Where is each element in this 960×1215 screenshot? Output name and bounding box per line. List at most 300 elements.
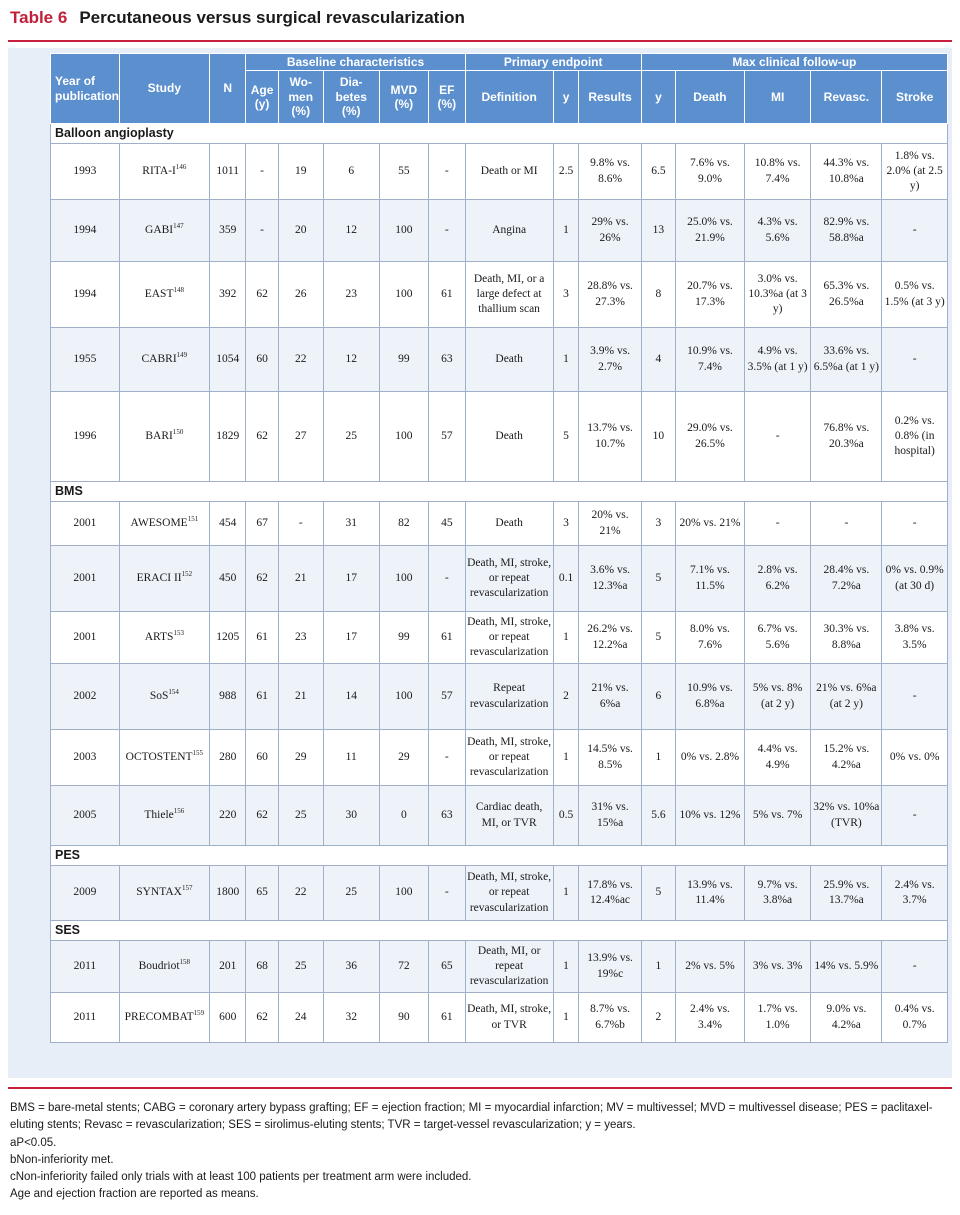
cell-women: 24 [278, 993, 323, 1043]
cell-study [119, 546, 209, 612]
cell-y1: 1 [553, 200, 579, 262]
cell-women: 26 [278, 262, 323, 328]
col-year: Year of publication [51, 54, 120, 124]
cell-y2: 5 [641, 612, 675, 664]
col-revasc: Revasc. [811, 71, 882, 124]
cell-n: 1205 [209, 612, 246, 664]
bottom-rule [8, 1087, 952, 1089]
cell-y1: 0.1 [553, 546, 579, 612]
cell-ef: - [429, 144, 466, 200]
table-row [51, 941, 948, 993]
cell-study [119, 328, 209, 392]
group-followup: Max clinical follow-up [641, 54, 947, 71]
study-name: ARTS [144, 630, 174, 643]
cell-results: 20% vs. 21% [579, 502, 641, 546]
cell-mi: 5% vs. 8% (at 2 y) [744, 664, 811, 730]
cell-study [119, 993, 209, 1043]
cell-ef: 61 [429, 612, 466, 664]
cell-stroke: 0.4% vs. 0.7% [882, 993, 948, 1043]
cell-age: - [246, 200, 278, 262]
cell-year: 2003 [51, 730, 120, 786]
cell-diabetes: 31 [323, 502, 379, 546]
cell-results: 14.5% vs. 8.5% [579, 730, 641, 786]
cell-women: 22 [278, 328, 323, 392]
cell-revasc: 30.3% vs. 8.8%a [811, 612, 882, 664]
cell-stroke: 0.2% vs. 0.8% (in hospital) [882, 392, 948, 482]
cell-y2: 4 [641, 328, 675, 392]
cell-age: 62 [246, 786, 278, 846]
study-name: EAST [144, 287, 174, 300]
cell-ef: 61 [429, 262, 466, 328]
cell-age: 62 [246, 262, 278, 328]
cell-n: 220 [209, 786, 246, 846]
cell-y1: 1 [553, 328, 579, 392]
cell-results: 29% vs. 26% [579, 200, 641, 262]
cell-death: 13.9% vs. 11.4% [676, 866, 745, 921]
cell-year: 2005 [51, 786, 120, 846]
cell-death: 7.1% vs. 11.5% [676, 546, 745, 612]
cell-year: 2009 [51, 866, 120, 921]
cell-mvd: 100 [379, 262, 428, 328]
cell-mvd: 100 [379, 200, 428, 262]
study-ref: 146 [175, 163, 187, 172]
cell-ef: 57 [429, 664, 466, 730]
cell-study [119, 502, 209, 546]
group-baseline: Baseline characteristics [246, 54, 465, 71]
table-row [51, 786, 948, 846]
col-age: Age (y) [246, 71, 278, 124]
cell-revasc: - [811, 502, 882, 546]
cell-revasc: 82.9% vs. 58.8%a [811, 200, 882, 262]
study-ref: 152 [181, 570, 193, 579]
cell-diabetes: 32 [323, 993, 379, 1043]
table-row [51, 502, 948, 546]
col-death: Death [676, 71, 745, 124]
cell-definition: Repeat revascularization [465, 664, 553, 730]
cell-mvd: 100 [379, 664, 428, 730]
cell-mi: 10.8% vs. 7.4% [744, 144, 811, 200]
cell-revasc: 28.4% vs. 7.2%a [811, 546, 882, 612]
cell-definition: Death [465, 328, 553, 392]
cell-mvd: 90 [379, 993, 428, 1043]
study-ref: 156 [173, 807, 185, 816]
cell-stroke: 1.8% vs. 2.0% (at 2.5 y) [882, 144, 948, 200]
cell-ef: - [429, 200, 466, 262]
cell-diabetes: 12 [323, 328, 379, 392]
cell-mi: - [744, 502, 811, 546]
cell-study [119, 612, 209, 664]
cell-study [119, 664, 209, 730]
table-row [51, 200, 948, 262]
cell-mvd: 100 [379, 392, 428, 482]
study-name: CABRI [141, 352, 177, 365]
col-definition: Definition [465, 71, 553, 124]
study-ref: 159 [193, 1009, 205, 1018]
cell-year: 2002 [51, 664, 120, 730]
cell-stroke: - [882, 328, 948, 392]
study-name: AWESOME [130, 516, 188, 529]
col-n: N [209, 54, 246, 124]
cell-year: 2001 [51, 502, 120, 546]
footnotes [10, 1100, 950, 1204]
cell-results: 3.6% vs. 12.3%a [579, 546, 641, 612]
cell-results: 3.9% vs. 2.7% [579, 328, 641, 392]
cell-mi: 4.9% vs. 3.5% (at 1 y) [744, 328, 811, 392]
cell-study [119, 144, 209, 200]
cell-women: 23 [278, 612, 323, 664]
col-y-followup: y [641, 71, 675, 124]
cell-n: 280 [209, 730, 246, 786]
cell-y2: 2 [641, 993, 675, 1043]
cell-mi: 1.7% vs. 1.0% [744, 993, 811, 1043]
cell-mvd: 99 [379, 612, 428, 664]
cell-study [119, 262, 209, 328]
col-results: Results [579, 71, 641, 124]
cell-y2: 5 [641, 546, 675, 612]
cell-mi: 4.4% vs. 4.9% [744, 730, 811, 786]
cell-results: 28.8% vs. 27.3% [579, 262, 641, 328]
cell-y1: 5 [553, 392, 579, 482]
cell-death: 2.4% vs. 3.4% [676, 993, 745, 1043]
cell-women: 27 [278, 392, 323, 482]
table-row [51, 392, 948, 482]
section-header [51, 921, 948, 941]
cell-mi: 4.3% vs. 5.6% [744, 200, 811, 262]
cell-women: 22 [278, 866, 323, 921]
cell-n: 1800 [209, 866, 246, 921]
cell-study [119, 200, 209, 262]
study-name: SoS [149, 689, 169, 702]
cell-diabetes: 12 [323, 200, 379, 262]
cell-diabetes: 11 [323, 730, 379, 786]
section-label: BMS [51, 482, 948, 502]
cell-mi: 6.7% vs. 5.6% [744, 612, 811, 664]
cell-mvd: 82 [379, 502, 428, 546]
cell-y1: 1 [553, 993, 579, 1043]
cell-age: 60 [246, 328, 278, 392]
cell-age: 65 [246, 866, 278, 921]
cell-mi: - [744, 392, 811, 482]
study-name: Thiele [144, 808, 174, 821]
cell-revasc: 32% vs. 10%a (TVR) [811, 786, 882, 846]
col-study: Study [119, 54, 209, 124]
cell-women: 20 [278, 200, 323, 262]
section-header [51, 846, 948, 866]
cell-n: 1829 [209, 392, 246, 482]
table-row [51, 664, 948, 730]
cell-definition: Death, MI, stroke, or repeat revascularization [465, 612, 553, 664]
footnote-means: Age and ejection fraction are reported as means. [10, 1188, 259, 1201]
cell-study [119, 786, 209, 846]
cell-stroke: 3.8% vs. 3.5% [882, 612, 948, 664]
study-ref: 147 [173, 222, 184, 231]
cell-diabetes: 25 [323, 866, 379, 921]
section-label: Balloon angioplasty [51, 124, 948, 144]
cell-stroke: 0% vs. 0% [882, 730, 948, 786]
cell-ef: 57 [429, 392, 466, 482]
cell-definition: Death, MI, or repeat revascularization [465, 941, 553, 993]
cell-results: 31% vs. 15%a [579, 786, 641, 846]
study-ref: 148 [173, 286, 184, 295]
table-row [51, 262, 948, 328]
table-number: Table 6 [10, 8, 68, 27]
cell-death: 7.6% vs. 9.0% [676, 144, 745, 200]
study-ref: 157 [181, 884, 193, 893]
cell-age: - [246, 144, 278, 200]
cell-women: - [278, 502, 323, 546]
cell-year: 2001 [51, 612, 120, 664]
cell-diabetes: 6 [323, 144, 379, 200]
footnote-abbreviations: BMS = bare-metal stents; CABG = coronary artery bypass grafting; EF = ejection fraction; MI = myocardial infarction; MV = multivessel; MVD = multivessel disease; PES = paclitaxel-eluting stents; Revasc = revascularization; SES = sirolimus-eluting stents; TVR = target-vessel revascularization; y = years. [10, 1102, 933, 1132]
cell-mi: 3% vs. 3% [744, 941, 811, 993]
col-mi: MI [744, 71, 811, 124]
table-row [51, 144, 948, 200]
cell-stroke: - [882, 664, 948, 730]
cell-mi: 5% vs. 7% [744, 786, 811, 846]
study-name: ERACI II [136, 571, 182, 584]
col-y-primary: y [553, 71, 579, 124]
cell-death: 10.9% vs. 7.4% [676, 328, 745, 392]
cell-definition: Death [465, 392, 553, 482]
cell-study [119, 866, 209, 921]
cell-death: 2% vs. 5% [676, 941, 745, 993]
cell-stroke: - [882, 200, 948, 262]
cell-results: 8.7% vs. 6.7%b [579, 993, 641, 1043]
cell-n: 1054 [209, 328, 246, 392]
cell-ef: 63 [429, 328, 466, 392]
footnote-b: bNon-inferiority met. [10, 1153, 114, 1166]
cell-ef: 65 [429, 941, 466, 993]
cell-y1: 1 [553, 730, 579, 786]
study-name: RITA-I [142, 164, 176, 177]
study-name: SYNTAX [136, 886, 182, 899]
cell-y2: 6 [641, 664, 675, 730]
cell-year: 1993 [51, 144, 120, 200]
cell-y1: 1 [553, 866, 579, 921]
cell-women: 25 [278, 941, 323, 993]
cell-ef: 63 [429, 786, 466, 846]
cell-mi: 3.0% vs. 10.3%a (at 3 y) [744, 262, 811, 328]
cell-year: 2011 [51, 941, 120, 993]
study-ref: 151 [187, 515, 199, 524]
cell-death: 25.0% vs. 21.9% [676, 200, 745, 262]
footnote-a: aP<0.05. [10, 1136, 57, 1149]
cell-year: 1955 [51, 328, 120, 392]
cell-year: 2001 [51, 546, 120, 612]
study-ref: 154 [168, 688, 179, 697]
table-title [10, 8, 465, 28]
study-ref: 149 [176, 351, 188, 360]
col-stroke: Stroke [882, 71, 948, 124]
cell-stroke: 2.4% vs. 3.7% [882, 866, 948, 921]
cell-revasc: 33.6% vs. 6.5%a (at 1 y) [811, 328, 882, 392]
section-header [51, 482, 948, 502]
cell-y2: 6.5 [641, 144, 675, 200]
study-name: BARI [145, 429, 173, 442]
cell-age: 68 [246, 941, 278, 993]
cell-n: 359 [209, 200, 246, 262]
cell-results: 21% vs. 6%a [579, 664, 641, 730]
top-rule [8, 40, 952, 42]
cell-year: 1994 [51, 200, 120, 262]
table-row [51, 328, 948, 392]
group-primary: Primary endpoint [465, 54, 641, 71]
cell-diabetes: 25 [323, 392, 379, 482]
section-header [51, 124, 948, 144]
cell-n: 450 [209, 546, 246, 612]
cell-y1: 1 [553, 941, 579, 993]
cell-women: 25 [278, 786, 323, 846]
cell-y1: 3 [553, 502, 579, 546]
cell-n: 201 [209, 941, 246, 993]
cell-age: 62 [246, 546, 278, 612]
cell-diabetes: 17 [323, 546, 379, 612]
cell-results: 26.2% vs. 12.2%a [579, 612, 641, 664]
cell-stroke: - [882, 502, 948, 546]
results-table [50, 53, 948, 1043]
col-diabetes: Dia- betes (%) [323, 71, 379, 124]
cell-y2: 13 [641, 200, 675, 262]
study-name: PRECOMBAT [124, 1010, 194, 1023]
cell-death: 20% vs. 21% [676, 502, 745, 546]
study-ref: 155 [192, 749, 204, 758]
cell-y1: 2 [553, 664, 579, 730]
cell-stroke: 0.5% vs. 1.5% (at 3 y) [882, 262, 948, 328]
cell-mvd: 55 [379, 144, 428, 200]
cell-revasc: 15.2% vs. 4.2%a [811, 730, 882, 786]
cell-mvd: 72 [379, 941, 428, 993]
cell-results: 13.7% vs. 10.7% [579, 392, 641, 482]
cell-death: 10% vs. 12% [676, 786, 745, 846]
cell-mvd: 100 [379, 866, 428, 921]
cell-ef: 61 [429, 993, 466, 1043]
cell-mvd: 100 [379, 546, 428, 612]
cell-mvd: 99 [379, 328, 428, 392]
cell-death: 29.0% vs. 26.5% [676, 392, 745, 482]
cell-mvd: 29 [379, 730, 428, 786]
cell-y2: 3 [641, 502, 675, 546]
cell-y1: 1 [553, 612, 579, 664]
study-name: OCTOSTENT [125, 750, 193, 763]
cell-ef: 45 [429, 502, 466, 546]
cell-y2: 5 [641, 866, 675, 921]
cell-revasc: 21% vs. 6%a (at 2 y) [811, 664, 882, 730]
cell-death: 20.7% vs. 17.3% [676, 262, 745, 328]
cell-age: 60 [246, 730, 278, 786]
cell-diabetes: 14 [323, 664, 379, 730]
cell-mvd: 0 [379, 786, 428, 846]
cell-definition: Angina [465, 200, 553, 262]
cell-revasc: 65.3% vs. 26.5%a [811, 262, 882, 328]
col-ef: EF (%) [429, 71, 466, 124]
cell-definition: Death, MI, stroke, or repeat revascularization [465, 866, 553, 921]
cell-n: 1011 [209, 144, 246, 200]
table-caption: Percutaneous versus surgical revascularization [79, 8, 465, 27]
cell-results: 13.9% vs. 19%c [579, 941, 641, 993]
cell-death: 8.0% vs. 7.6% [676, 612, 745, 664]
table-row [51, 993, 948, 1043]
cell-revasc: 44.3% vs. 10.8%a [811, 144, 882, 200]
cell-revasc: 25.9% vs. 13.7%a [811, 866, 882, 921]
study-ref: 158 [179, 958, 191, 967]
table-row [51, 730, 948, 786]
cell-definition: Cardiac death, MI, or TVR [465, 786, 553, 846]
cell-y2: 10 [641, 392, 675, 482]
col-mvd: MVD (%) [379, 71, 428, 124]
cell-year: 1996 [51, 392, 120, 482]
cell-study [119, 730, 209, 786]
cell-diabetes: 17 [323, 612, 379, 664]
cell-year: 1994 [51, 262, 120, 328]
cell-age: 62 [246, 392, 278, 482]
cell-definition: Death, MI, stroke, or repeat revascularization [465, 730, 553, 786]
cell-results: 17.8% vs. 12.4%ac [579, 866, 641, 921]
table-row [51, 612, 948, 664]
cell-age: 62 [246, 993, 278, 1043]
cell-stroke: - [882, 786, 948, 846]
cell-n: 454 [209, 502, 246, 546]
cell-age: 61 [246, 664, 278, 730]
cell-women: 21 [278, 664, 323, 730]
study-ref: 150 [172, 428, 184, 437]
cell-study [119, 392, 209, 482]
study-name: GABI [145, 223, 174, 236]
cell-definition: Death [465, 502, 553, 546]
section-label: PES [51, 846, 948, 866]
cell-death: 10.9% vs. 6.8%a [676, 664, 745, 730]
cell-n: 988 [209, 664, 246, 730]
cell-results: 9.8% vs. 8.6% [579, 144, 641, 200]
cell-age: 67 [246, 502, 278, 546]
cell-women: 21 [278, 546, 323, 612]
cell-y2: 1 [641, 730, 675, 786]
table-row [51, 866, 948, 921]
cell-study [119, 941, 209, 993]
cell-age: 61 [246, 612, 278, 664]
study-name: Boudriot [138, 959, 180, 972]
cell-revasc: 9.0% vs. 4.2%a [811, 993, 882, 1043]
table-row [51, 546, 948, 612]
cell-ef: - [429, 866, 466, 921]
cell-mi: 9.7% vs. 3.8%a [744, 866, 811, 921]
cell-y2: 1 [641, 941, 675, 993]
cell-diabetes: 36 [323, 941, 379, 993]
footnote-c: cNon-inferiority failed only trials with at least 100 patients per treatment arm were included. [10, 1171, 472, 1183]
cell-definition: Death or MI [465, 144, 553, 200]
cell-y1: 3 [553, 262, 579, 328]
cell-definition: Death, MI, stroke, or repeat revascularization [465, 546, 553, 612]
col-women: Wo- men (%) [278, 71, 323, 124]
cell-diabetes: 30 [323, 786, 379, 846]
cell-women: 19 [278, 144, 323, 200]
cell-mi: 2.8% vs. 6.2% [744, 546, 811, 612]
study-ref: 153 [173, 629, 184, 638]
cell-definition: Death, MI, or a large defect at thallium scan [465, 262, 553, 328]
cell-y1: 2.5 [553, 144, 579, 200]
section-label: SES [51, 921, 948, 941]
cell-stroke: 0% vs. 0.9% (at 30 d) [882, 546, 948, 612]
cell-women: 29 [278, 730, 323, 786]
cell-revasc: 14% vs. 5.9% [811, 941, 882, 993]
cell-n: 392 [209, 262, 246, 328]
cell-y1: 0.5 [553, 786, 579, 846]
cell-n: 600 [209, 993, 246, 1043]
cell-definition: Death, MI, stroke, or TVR [465, 993, 553, 1043]
cell-stroke: - [882, 941, 948, 993]
cell-ef: - [429, 546, 466, 612]
cell-y2: 8 [641, 262, 675, 328]
cell-revasc: 76.8% vs. 20.3%a [811, 392, 882, 482]
